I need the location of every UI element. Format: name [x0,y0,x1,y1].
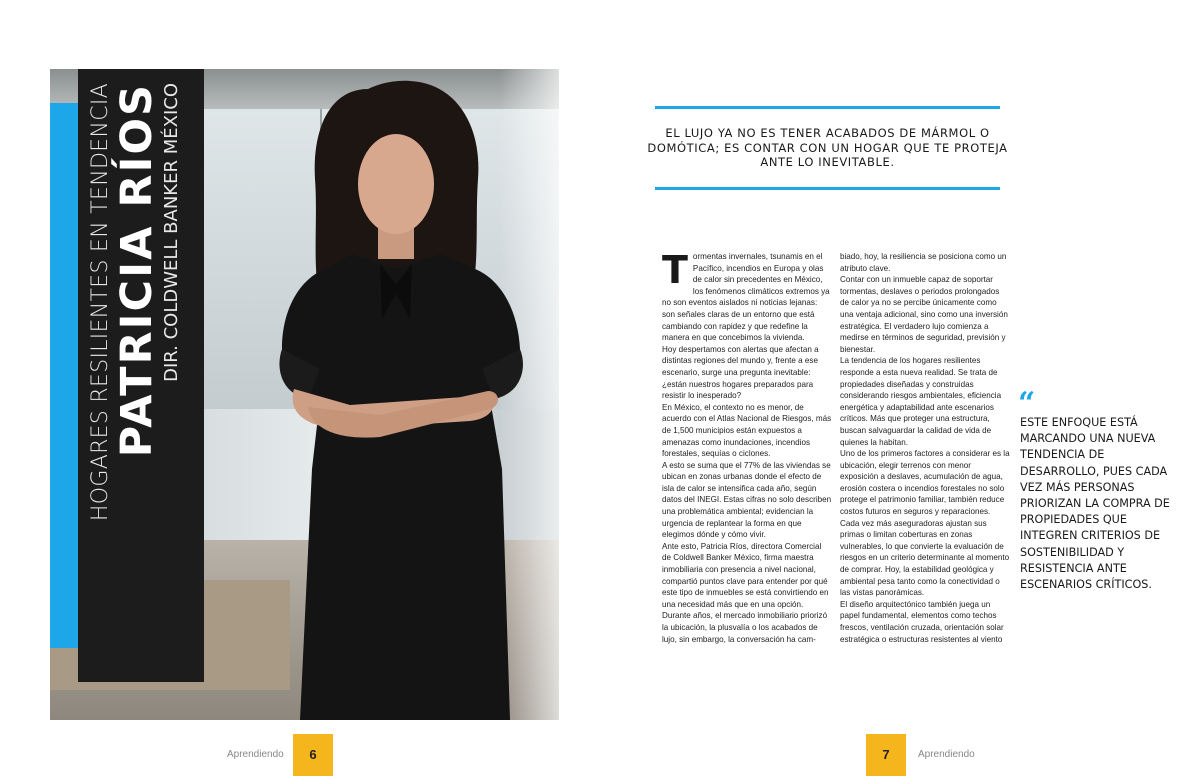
pull-quote-rule-top [655,106,1000,109]
rotated-title [78,69,204,682]
section-label-right: Aprendiendo [918,749,975,760]
paragraph: El diseño arquitectónico también juega un papel fundamental, elementos como techos frescos, ventilación cruzada, orientación solar estratégica o estructuras resistentes al viento [840,599,1004,644]
page-number-right: 7 [866,734,906,776]
pull-quote-rule-bottom [655,187,1000,190]
paragraph: Cada vez más aseguradoras ajustan sus primas o limitan coberturas en zonas vulnerables, lo que convierte la evaluación de riesgos en un criterio determinante al momento de comprar. Hoy, la estabilidad geológica y ambiental pesa tanto como la conectividad o las vistas panorámicas. [840,518,1010,598]
body-column-2 [840,251,1010,663]
section-label-left: Aprendiendo [227,749,284,760]
drop-cap: T [662,251,688,292]
paragraph: Contar con un inmueble capaz de soportar tormentas, deslaves o periodos prolongados de calor ya no se percibe únicamente como una ventaja adicional, sino como una inversión estratégica. El verdadero lujo comienza a medirse en términos de seguridad, previsión y bienestar. [840,275,1008,354]
paragraph: La tendencia de los hogares resilientes responde a esta nueva realidad. Se trata de propiedades diseñadas y construidas considerando riesgos ambientales, eficiencia energética y adaptabilidad ante escenarios críticos. Más que proteger una estructura, buscan salvaguardar la calidad de vida de quienes la habitan. [840,356,1002,447]
side-quote: ESTE ENFOQUE ESTÁ MARCANDO UNA NUEVA TENDENCIA DE DESARROLLO, PUES CADA VEZ MÁS PERSONAS PRIORIZAN LA COMPRA DE PROPIEDADES QUE INTEGREN CRITERIOS DE SOSTENIBILIDAD Y RESISTENCIA ANTE ESCENARIOS CRÍTICOS. [1020,416,1170,592]
paragraph: Durante años, el mercado inmobiliario priorizó la ubicación, la plusvalía o los acabados de lujo, sin embargo, la conversación ha cam- [662,611,828,644]
body-column-1 [662,251,832,663]
paragraph: Hoy despertamos con alertas que afectan a distintas regiones del mundo y, frente a ese escenario, surge una pregunta inevitable: ¿están nuestros hogares preparados para resistir lo inesperado? [662,344,819,401]
paragraph: A esto se suma que el 77% de las viviendas se ubican en zonas urbanas donde el efecto de isla de calor se intensifica cada año, según datos del INEGI. Estas cifras no solo describen una problemática ambiental; evidencian la urgencia de replantear la forma en que elegimos dónde y cómo vivir. [662,460,832,540]
paragraph: Ante esto, Patricia Ríos, directora Comercial de Coldwell Banker México, firma maestra inmobiliaria con presencia a nivel nacional, compartió puntos clave para entender por qué este tipo de inmuebles se está convirtiendo en una necesidad más que en una opción. [662,541,829,609]
pull-quote: EL LUJO YA NO ES TENER ACABADOS DE MÁRMOL O DOMÓTICA; ES CONTAR CON UN HOGAR QUE TE PROTEJA ANTE LO INEVITABLE. [647,126,1008,169]
paragraph: biado, hoy, la resiliencia se posiciona como un atributo clave. [840,252,1007,273]
article-title: PATRICIA RÍOS [112,83,162,458]
page-number-left: 6 [293,734,333,776]
paragraph: ormentas invernales, tsunamis en el Pacífico, incendios en Europa y olas de calor sin precedentes en México, los fenómenos climáticos extremos ya no son eventos aislados ni noticias lejanas: son señales claras de un entorno que está cambiando con rapidez y que redefine la manera en que concebimos la vivienda. [662,252,830,343]
paragraph: En México, el contexto no es menor, de acuerdo con el Atlas Nacional de Riesgos, más de 1,500 municipios están expuestos a amenazas como inundaciones, incendios forestales, sequías o ciclones. [662,402,832,459]
paragraph: Uno de los primeros factores a considerar es la ubicación, elegir terrenos con menor exposición a deslaves, acumulación de agua, erosión costera o incendios forestales no solo protege el patrimonio familiar, también reduce costos futuros en seguros y reparaciones. [840,449,1010,517]
quote-mark-icon: “ [1018,386,1036,421]
accent-bar [50,103,78,648]
article-kicker: HOGARES RESILIENTES EN TENDENCIA [88,83,113,522]
article-subtitle: DIR. COLDWELL BANKER MÉXICO [161,83,182,382]
title-box [78,69,204,682]
